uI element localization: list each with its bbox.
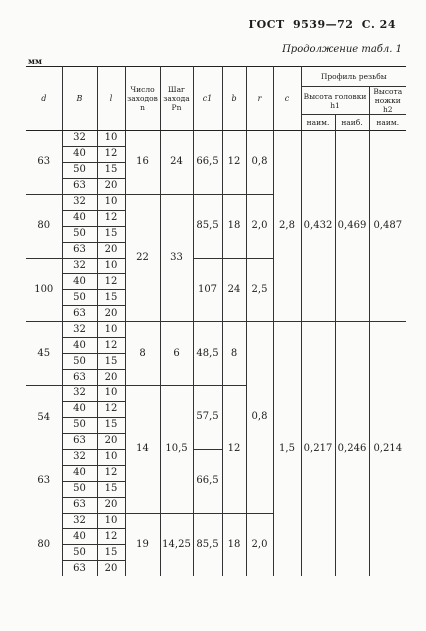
- cell-d: 45: [26, 322, 62, 386]
- cell-c1: 85,5: [193, 194, 222, 258]
- cell-c1: 57,5: [193, 386, 222, 450]
- cell-h2-min: 0,214: [369, 322, 406, 577]
- cell-c1: 85,5: [193, 513, 222, 576]
- cell-r: 2,5: [246, 258, 273, 322]
- cell-l: 12: [97, 146, 125, 162]
- cell-l: 20: [97, 306, 125, 322]
- cell-l: 12: [97, 529, 125, 545]
- cell-l: 15: [97, 226, 125, 242]
- col-pn: Шаг захода Pn: [160, 67, 193, 131]
- cell-l: 10: [97, 449, 125, 465]
- cell-h1-max: 0,246: [335, 322, 369, 577]
- cell-B: 63: [62, 561, 97, 576]
- cell-b: 12: [222, 131, 246, 195]
- cell-c1: 48,5: [193, 322, 222, 386]
- cell-B: 32: [62, 258, 97, 274]
- cell-B: 32: [62, 449, 97, 465]
- cell-B: 32: [62, 194, 97, 210]
- cell-B: 32: [62, 322, 97, 338]
- cell-h2-min: 0,487: [369, 131, 406, 322]
- cell-l: 20: [97, 561, 125, 576]
- col-d: d: [26, 67, 62, 131]
- cell-B: 40: [62, 338, 97, 354]
- cell-r: 2,0: [246, 194, 273, 258]
- cell-B: 50: [62, 226, 97, 242]
- cell-B: 63: [62, 306, 97, 322]
- cell-l: 20: [97, 242, 125, 258]
- cell-pn: 6: [160, 322, 193, 386]
- cell-pn: 10,5: [160, 386, 193, 514]
- cell-l: 12: [97, 210, 125, 226]
- col-r: r: [246, 67, 273, 131]
- page-header: [245, 18, 396, 31]
- cell-l: 15: [97, 481, 125, 497]
- cell-n: 16: [125, 131, 160, 195]
- cell-l: 10: [97, 258, 125, 274]
- cell-l: 20: [97, 433, 125, 449]
- cell-B: 40: [62, 146, 97, 162]
- cell-B: 63: [62, 370, 97, 386]
- cell-h1-max: 0,469: [335, 131, 369, 322]
- cell-l: 15: [97, 417, 125, 433]
- cell-c: 2,8: [273, 131, 301, 322]
- cell-B: 50: [62, 354, 97, 370]
- cell-n: 19: [136, 538, 149, 550]
- cell-l: 20: [97, 370, 125, 386]
- cell-l: 10: [97, 513, 125, 529]
- col-n: Число заходов n: [125, 67, 160, 131]
- cell-b: 18: [222, 194, 246, 258]
- gost-label: ГОСТ: [248, 18, 285, 31]
- cell-c1: 66,5: [193, 449, 222, 513]
- cell-r: 0,8: [246, 131, 273, 195]
- cell-d: 63: [37, 475, 51, 487]
- cell-l: 20: [97, 497, 125, 513]
- cell-B: 50: [62, 417, 97, 433]
- col-c1: c1: [193, 67, 222, 131]
- table-continuation: Продолжение табл. 1: [282, 44, 402, 55]
- cell-l: 12: [97, 401, 125, 417]
- cell-n: 8: [125, 322, 160, 386]
- col-h2: Высота ножки h2: [369, 87, 406, 115]
- cell-pn: 14,25: [160, 513, 193, 576]
- page-number: С. 24: [361, 18, 396, 31]
- cell-B: 50: [62, 545, 97, 561]
- cell-B: 63: [62, 497, 97, 513]
- cell-h1-min: 0,217: [301, 322, 335, 577]
- cell-l: 12: [97, 465, 125, 481]
- cell-l: 15: [97, 162, 125, 178]
- col-l: l: [97, 67, 125, 131]
- col-c: c: [273, 67, 301, 131]
- cell-l: 10: [97, 386, 125, 402]
- cell-l: 15: [97, 354, 125, 370]
- col-h1-min: наим.: [301, 115, 335, 131]
- cell-l: 10: [97, 322, 125, 338]
- data-table: [26, 66, 406, 576]
- cell-l: 20: [97, 178, 125, 194]
- cell-c1: 66,5: [193, 131, 222, 195]
- cell-d: 80: [37, 538, 51, 550]
- col-B: B: [62, 67, 97, 131]
- cell-d: 80: [26, 194, 62, 258]
- cell-c: 1,5: [273, 322, 301, 577]
- cell-d: 63: [26, 131, 62, 195]
- col-h1-max: наиб.: [335, 115, 369, 131]
- cell-d: 54: [37, 411, 51, 423]
- units-label: мм: [28, 56, 42, 66]
- cell-l: 10: [97, 194, 125, 210]
- cell-n: 14: [125, 386, 160, 514]
- cell-B: 50: [62, 481, 97, 497]
- cell-B: 63: [62, 242, 97, 258]
- cell-l: 15: [97, 290, 125, 306]
- cell-r: 2,0: [246, 513, 273, 576]
- cell-b: 18: [222, 513, 246, 576]
- cell-pn: 33: [160, 194, 193, 322]
- cell-B: 50: [62, 162, 97, 178]
- cell-B: 63: [62, 178, 97, 194]
- col-h1: Высота головки h1: [301, 87, 369, 115]
- gost-number: 9539—72: [292, 18, 354, 31]
- cell-l: 12: [97, 274, 125, 290]
- col-h2-min: наим.: [369, 115, 406, 131]
- cell-n: 22: [125, 194, 160, 322]
- cell-c1: 107: [193, 258, 222, 322]
- cell-B: 63: [62, 433, 97, 449]
- cell-B: 40: [62, 274, 97, 290]
- cell-B: 32: [62, 131, 97, 147]
- col-b: b: [222, 67, 246, 131]
- cell-d: 100: [26, 258, 62, 322]
- cell-b: 12: [222, 386, 246, 514]
- cell-B: 40: [62, 401, 97, 417]
- cell-B: 40: [62, 465, 97, 481]
- cell-B: 40: [62, 210, 97, 226]
- cell-B: 40: [62, 529, 97, 545]
- cell-l: 12: [97, 338, 125, 354]
- cell-l: 15: [97, 545, 125, 561]
- cell-h1-min: 0,432: [301, 131, 335, 322]
- cell-B: 32: [62, 513, 97, 529]
- cell-B: 32: [62, 386, 97, 402]
- cell-b: 24: [222, 258, 246, 322]
- cell-pn: 24: [160, 131, 193, 195]
- cell-l: 10: [97, 131, 125, 147]
- col-profile: Профиль резьбы: [301, 67, 406, 87]
- cell-B: 50: [62, 290, 97, 306]
- cell-b: 8: [222, 322, 246, 386]
- cell-r: 0,8: [246, 322, 273, 513]
